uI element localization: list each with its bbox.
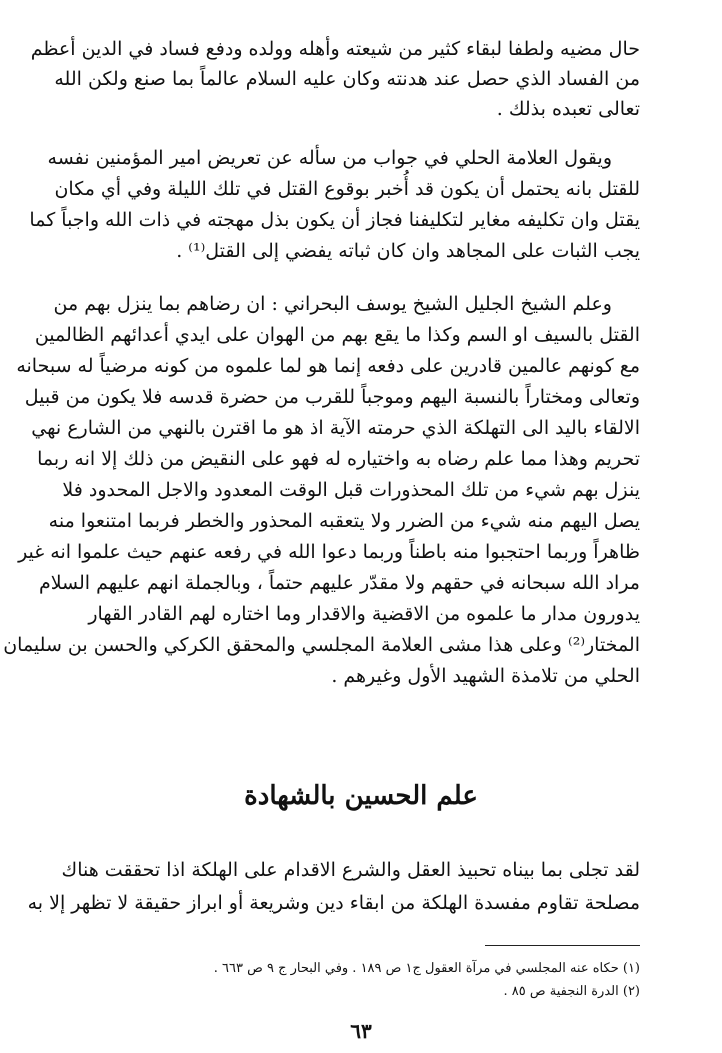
paragraph-line: تعالى تعبده بذلك . — [496, 98, 640, 120]
paragraph-line: الالقاء باليد الى التهلكة الذي حرمته الآية اذ هو ما اقترن بالنهي من الشارع نهي — [31, 417, 640, 439]
paragraph-line: ينزل بهم شيء من تلك المحذورات قبل الوقت المعدود والاجل المحدود فلا — [62, 479, 640, 501]
paragraph-line: من الفساد الذي حصل عند هدنته وكان عليه السلام عالماً بما صنع ولكن الله — [54, 68, 640, 90]
paragraph-line: للقتل بانه يحتمل أن يكون قد أُخبر بوقوع القتل في تلك الليلة وفي أي مكان — [54, 178, 640, 200]
paragraph-line: حال مضيه ولطفا لبقاء كثير من شيعته وأهله وولده ودفع فساد في الدين أعظم — [30, 38, 640, 60]
section-heading: علم الحسين بالشهادة — [244, 781, 478, 811]
footnote-1: (١) حكاه عنه المجلسي في مرآة العقول ج١ ص ١٨٩ . وفي البحار ج ٩ ص ٦٦٣ . — [213, 961, 640, 976]
paragraph-line: لقد تجلى بما بيناه تحبيذ العقل والشرع الاقدام على الهلكة اذا تحققت هناك — [61, 859, 640, 881]
paragraph-line: وعلم الشيخ الجليل الشيخ يوسف البحراني : ان رضاهم بما ينزل بهم من — [53, 293, 612, 315]
paragraph-line: الحلي من تلامذة الشهيد الأول وغيرهم . — [331, 665, 640, 687]
paragraph-line: القتل بالسيف او السم وكذا ما يقع بهم من الهوان على ايدي أعدائهم الظالمين — [34, 324, 640, 346]
footnote-divider — [485, 945, 640, 946]
paragraph-line: مصلحة تقاوم مفسدة الهلكة من ابقاء دين وشريعة أو ابراز حقيقة لا تظهر إلا به — [27, 892, 640, 914]
paragraph-line: يدورون مدار ما علموه من الاقضية والاقدار وما اختاره لهم القادر القهار — [88, 603, 640, 625]
paragraph-line: يجب الثبات على المجاهد وان كان ثباته يفضي إلى القتل⁽¹⁾ . — [176, 240, 640, 262]
paragraph-line: مع كونهم عالمين قادرين على دفعه إنما هو لما علموه من كونه مرضياً له سبحانه — [16, 355, 640, 377]
paragraph-line: وتعالى ومختاراً بالنسبة اليهم وموجباً للقرب من حضرة قدسه فلا يكون من قبيل — [24, 386, 640, 408]
paragraph-line: مراد الله سبحانه في حقهم ولا مقدّر عليهم حتماً ، وبالجملة انهم عليهم السلام — [38, 572, 640, 594]
paragraph-line: يصل اليهم منه شيء من الضرر ولا يتعقبه المحذور والخطر فربما امتنعوا منه — [48, 510, 640, 532]
paragraph-line: ظاهراً وربما احتجبوا منه باطناً وربما دعوا الله في رفعه عنهم حيث علموا انه غير — [18, 541, 640, 563]
page-number: ٦٣ — [350, 1019, 372, 1043]
paragraph-line: يقتل وان تكليفه مغاير لتكليفنا فجاز أن يكون بذل مهجته في ذات الله واجباً كما — [29, 209, 640, 231]
paragraph-line: المختار⁽²⁾ وعلى هذا مشى العلامة المجلسي والمحقق الكركي والحسن بن سليمان — [3, 634, 640, 656]
paragraph-line: ويقول العلامة الحلي في جواب من سأله عن تعريض امير المؤمنين نفسه — [47, 147, 612, 169]
footnote-2: (٢) الدرة النجفية ص ٨٥ . — [503, 984, 640, 999]
paragraph-line: تحريم وهذا مما علم رضاه به واختياره له فهو على النقيض من ذلك إلا انه ربما — [37, 448, 640, 470]
